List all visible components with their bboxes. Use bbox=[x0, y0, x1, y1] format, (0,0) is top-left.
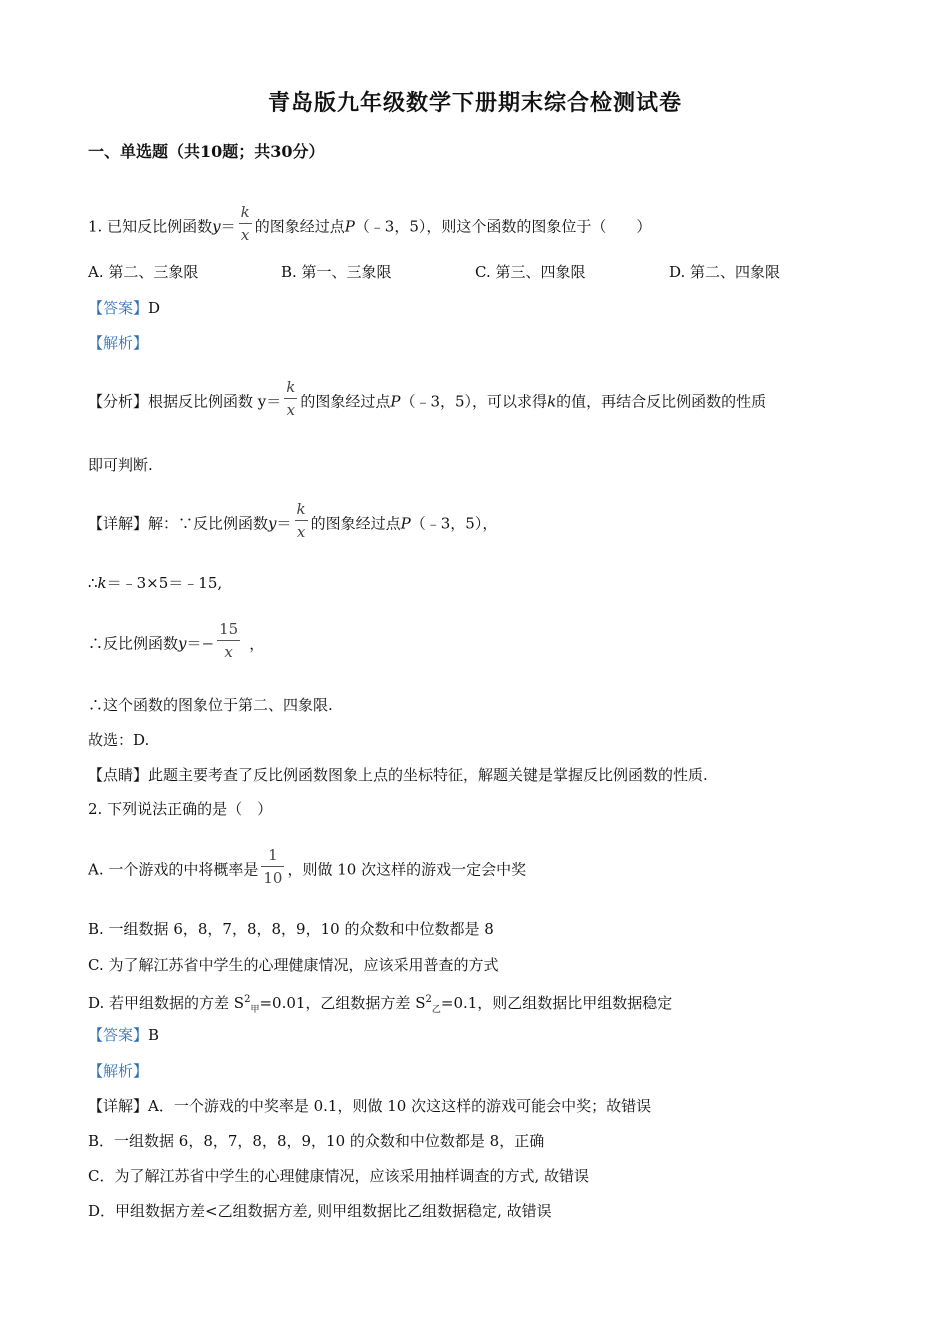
q1-fenxi-text-a: 根据反比例函数 y＝ bbox=[148, 392, 282, 411]
q1-xiangjie-fraction bbox=[295, 498, 308, 543]
q2-option-a-fraction bbox=[261, 844, 284, 889]
q1-step1 bbox=[88, 573, 222, 593]
q1-option-b: B. 第一、三象限 bbox=[281, 263, 392, 281]
q2-option-d bbox=[88, 990, 672, 1020]
q2-option-a-text-a: A. 一个游戏的中将概率是 bbox=[88, 860, 259, 879]
q2-answer-value: B bbox=[148, 1026, 160, 1044]
q1-xiangjie-frac-den: x bbox=[296, 523, 306, 541]
q1-fenxi-k: k bbox=[547, 392, 557, 411]
q2-detail-1 bbox=[88, 1096, 651, 1116]
q1-answer bbox=[88, 298, 160, 318]
q1-fenxi-line2: 即可判断. bbox=[88, 456, 153, 474]
q1-step1-therefore: ∴ bbox=[88, 574, 98, 592]
q1-xiangjie-y: y bbox=[268, 514, 277, 533]
q1-stem-text-c: （﹣3，5），则这个函数的图象位于（ ） bbox=[354, 217, 652, 236]
q2-frac-num: 1 bbox=[261, 844, 284, 867]
q1-step2-text: ∴反比例函数 bbox=[88, 634, 179, 653]
q1-stem-text-b: 的图象经过点 bbox=[254, 217, 345, 236]
q1-dianjing-tag: 【点睛】 bbox=[88, 766, 149, 784]
q1-fenxi-frac-num: k bbox=[284, 376, 297, 399]
q1-step2-frac-den: x bbox=[224, 643, 233, 661]
q1-frac-num: k bbox=[239, 201, 252, 224]
q1-fenxi-text-d: 的值，再结合反比例函数的性质 bbox=[556, 392, 767, 411]
q1-analysis-tag: 【解析】 bbox=[88, 334, 149, 352]
q2-option-b: B. 一组数据 6，8，7，8，8，9，10 的众数和中位数都是 8 bbox=[88, 920, 494, 938]
q1-stem-text-a: 1. 已知反比例函数 bbox=[88, 217, 213, 236]
q2-option-d-sub2: 乙 bbox=[431, 1005, 441, 1015]
q1-option-d: D. 第二、四象限 bbox=[669, 263, 781, 281]
q1-fenxi-text-b: 的图象经过点 bbox=[300, 392, 391, 411]
q1-dianjing bbox=[88, 765, 708, 785]
q1-fenxi-frac-den: x bbox=[286, 401, 296, 419]
q2-detail-1-text: A．一个游戏的中奖率是 0.1，则做 10 次这这样的游戏可能会中奖；故错误 bbox=[148, 1097, 652, 1115]
q1-xiangjie-tag: 【详解】 bbox=[88, 514, 149, 533]
section-heading: 一、单选题（共10题；共30分） bbox=[88, 142, 325, 161]
q1-xiangjie-text-c: （﹣3，5）， bbox=[410, 514, 498, 533]
q1-step1-k: k bbox=[97, 574, 107, 592]
q1-option-a: A. 第二、三象限 bbox=[88, 263, 199, 281]
q1-xiangjie-point: P bbox=[400, 514, 411, 533]
q2-option-d-sup2: 2 bbox=[425, 994, 432, 1005]
q2-option-d-text-b: =0.01，乙组数据方差 S bbox=[259, 994, 426, 1012]
q1-xiangjie-frac-num: k bbox=[295, 498, 308, 521]
q2-xiangjie-tag: 【详解】 bbox=[88, 1097, 149, 1115]
q1-option-c: C. 第三、四象限 bbox=[475, 263, 586, 281]
q2-detail-2: B．一组数据 6，8，7，8，8，9，10 的众数和中位数都是 8，正确 bbox=[88, 1132, 545, 1150]
q2-option-d-sub1: 甲 bbox=[250, 1005, 260, 1015]
q1-fenxi bbox=[88, 380, 766, 425]
q1-frac-den: x bbox=[240, 226, 250, 244]
q1-eq: ＝ bbox=[220, 217, 236, 236]
page-title: 青岛版九年级数学下册期末综合检测试卷 bbox=[267, 90, 682, 116]
q1-step3: ∴这个函数的图象位于第二、四象限. bbox=[88, 696, 333, 714]
q1-step2-neg: − bbox=[201, 634, 215, 653]
q2-stem: 2. 下列说法正确的是（ ） bbox=[88, 800, 273, 818]
q2-detail-4: D．甲组数据方差<乙组数据方差, 则甲组数据比乙组数据稳定, 故错误 bbox=[88, 1202, 552, 1220]
q1-xiangjie-text-b: 的图象经过点 bbox=[310, 514, 401, 533]
q1-step2-frac-num: 15 bbox=[217, 618, 240, 641]
q1-fenxi-fraction bbox=[284, 376, 297, 421]
q1-step2-eq: ＝ bbox=[186, 634, 202, 653]
q2-option-c: C. 为了解江苏省中学生的心理健康情况，应该采用普查的方式 bbox=[88, 956, 499, 974]
q1-stem bbox=[88, 205, 651, 250]
q1-xiangjie-text-a: 解：∵反比例函数 bbox=[148, 514, 269, 533]
q1-step1-text: ＝﹣3×5＝﹣15, bbox=[106, 574, 223, 592]
q1-fenxi-tag: 【分析】 bbox=[88, 392, 149, 411]
q1-fraction bbox=[239, 201, 252, 246]
q1-choose: 故选：D. bbox=[88, 731, 150, 749]
q2-option-d-sup1: 2 bbox=[244, 994, 251, 1005]
q1-fenxi-text-c: （﹣3，5），可以求得 bbox=[400, 392, 548, 411]
q1-dianjing-text: 此题主要考查了反比例函数图象上点的坐标特征，解题关键是掌握反比例函数的性质. bbox=[148, 766, 708, 784]
q1-fenxi-point: P bbox=[390, 392, 401, 411]
q1-answer-value: D bbox=[148, 299, 161, 317]
q1-step2-y: y bbox=[178, 634, 187, 653]
q1-step2 bbox=[88, 622, 264, 667]
q2-option-d-text-c: =0.1，则乙组数据比甲组数据稳定 bbox=[440, 994, 673, 1012]
q2-frac-den: 10 bbox=[263, 869, 283, 887]
q2-option-a-text-b: ，则做 10 次这样的游戏一定会中奖 bbox=[287, 860, 527, 879]
q1-xiangjie bbox=[88, 502, 497, 547]
q2-answer bbox=[88, 1025, 159, 1045]
q1-point: P bbox=[344, 217, 355, 236]
q2-option-a bbox=[88, 848, 526, 893]
q2-detail-3: C．为了解江苏省中学生的心理健康情况，应该采用抽样调查的方式, 故错误 bbox=[88, 1167, 590, 1185]
q2-answer-tag: 【答案】 bbox=[88, 1026, 149, 1044]
q1-answer-tag: 【答案】 bbox=[88, 299, 149, 317]
q1-step2-fraction bbox=[217, 618, 240, 663]
q1-xiangjie-eq: ＝ bbox=[276, 514, 292, 533]
q1-y: y bbox=[212, 217, 221, 236]
q2-analysis-tag: 【解析】 bbox=[88, 1062, 149, 1080]
q1-step2-tail: ， bbox=[249, 634, 265, 653]
q2-option-d-text-a: D. 若甲组数据的方差 S bbox=[88, 994, 245, 1012]
